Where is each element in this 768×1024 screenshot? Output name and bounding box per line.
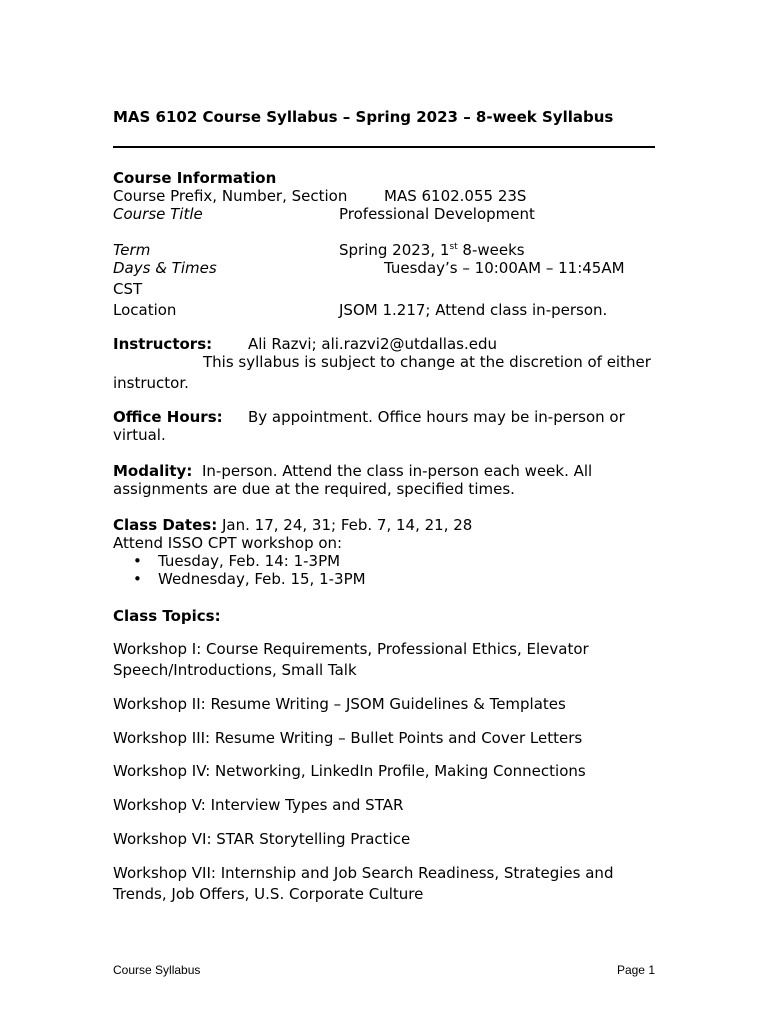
workshop-5: Workshop V: Interview Types and STAR xyxy=(113,796,404,814)
location-label: Location xyxy=(113,301,177,319)
document-title: MAS 6102 Course Syllabus – Spring 2023 – 8-week Syllabus xyxy=(113,108,614,126)
office-hours-label: Office Hours: xyxy=(113,408,223,426)
days-times-label: Days & Times xyxy=(113,259,217,277)
page-number: Page 1 xyxy=(616,963,655,977)
modality-value: In-person. Attend the class in-person each week. All xyxy=(202,462,593,480)
title-divider xyxy=(113,146,655,148)
modality-value-cont: assignments are due at the required, specified times. xyxy=(113,480,515,498)
workshop-2: Workshop II: Resume Writing – JSOM Guidelines & Templates xyxy=(113,695,566,713)
class-topics-label: Class Topics: xyxy=(113,607,221,625)
modality-label: Modality: xyxy=(113,462,193,480)
bullet-icon: • xyxy=(133,552,142,570)
days-times-continued: CST xyxy=(113,280,143,298)
workshop-7: Workshop VII: Internship and Job Search Readiness, Strategies and xyxy=(113,864,614,882)
footer-left: Course Syllabus xyxy=(113,963,201,977)
term-label: Term xyxy=(113,241,151,259)
isso-workshop-line: Attend ISSO CPT workshop on: xyxy=(113,534,343,552)
days-times-value: Tuesday’s – 10:00AM – 11:45AM xyxy=(384,259,625,277)
class-dates-label: Class Dates: xyxy=(113,516,218,534)
course-info-heading: Course Information xyxy=(113,169,277,187)
term-value: Spring 2023, 1st 8-weeks xyxy=(339,241,525,259)
class-dates-value: Jan. 17, 24, 31; Feb. 7, 14, 21, 28 xyxy=(222,516,473,534)
instructors-value: Ali Razvi; ali.razvi2@utdallas.edu xyxy=(248,335,497,353)
workshop-3: Workshop III: Resume Writing – Bullet Points and Cover Letters xyxy=(113,729,583,747)
bullet-icon: • xyxy=(133,570,142,588)
list-item: Tuesday, Feb. 14: 1-3PM xyxy=(158,552,341,570)
course-prefix-label: Course Prefix, Number, Section xyxy=(113,187,348,205)
workshop-1: Workshop I: Course Requirements, Professional Ethics, Elevator xyxy=(113,640,589,658)
workshop-7-cont: Trends, Job Offers, U.S. Corporate Culture xyxy=(113,885,424,903)
syllabus-change-note-cont: instructor. xyxy=(113,374,189,392)
office-hours-value: By appointment. Office hours may be in-person or xyxy=(248,408,625,426)
instructors-label: Instructors: xyxy=(113,335,213,353)
workshop-6: Workshop VI: STAR Storytelling Practice xyxy=(113,830,411,848)
syllabus-change-note: This syllabus is subject to change at the discretion of either xyxy=(203,353,651,371)
course-title-value: Professional Development xyxy=(339,205,535,223)
course-prefix-value: MAS 6102.055 23S xyxy=(384,187,527,205)
list-item: Wednesday, Feb. 15, 1-3PM xyxy=(158,570,366,588)
course-title-label: Course Title xyxy=(113,205,203,223)
location-value: JSOM 1.217; Attend class in-person. xyxy=(339,301,608,319)
workshop-1-cont: Speech/Introductions, Small Talk xyxy=(113,661,357,679)
office-hours-value-cont: virtual. xyxy=(113,426,166,444)
workshop-4: Workshop IV: Networking, LinkedIn Profile, Making Connections xyxy=(113,762,586,780)
